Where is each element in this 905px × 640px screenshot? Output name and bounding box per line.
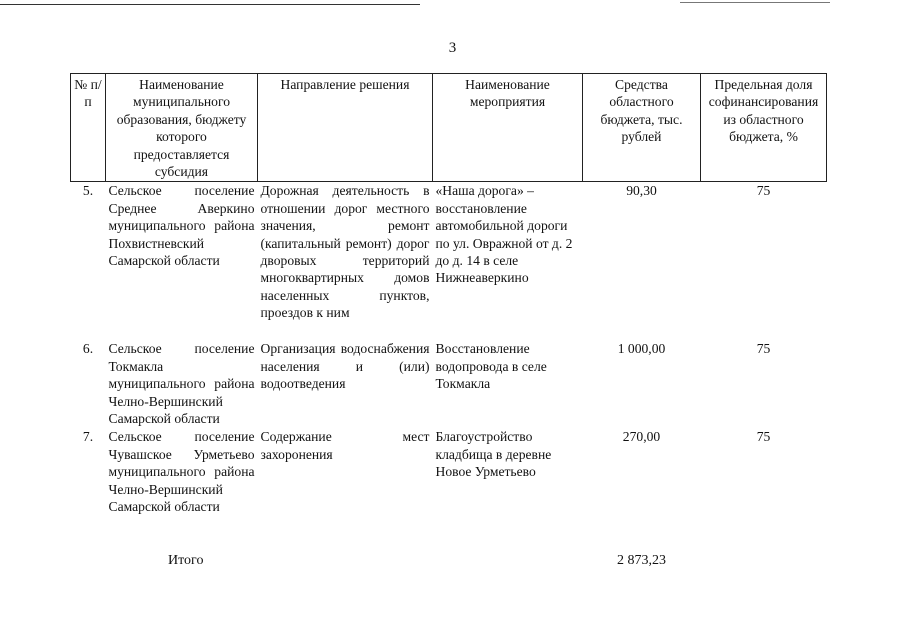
row-municipality: Сельское поселение Токмакла муниципального района Челно-Вершинский Самарской области <box>108 341 255 427</box>
row-direction: Организация водоснабжения населения и (или) водоотведения <box>260 341 430 392</box>
row-activity: «Наша дорога» – восстановление автомобильной дороги по ул. Овражной от д. 2 до д. 14 в селе Нижнеаверкино <box>435 183 573 286</box>
total-value: 2 873,23 <box>617 553 666 568</box>
header-funds: Средства областного бюджета, тыс. рублей <box>583 74 701 182</box>
row-number: 7. <box>82 429 94 445</box>
row-activity: Благоустройство кладбища в деревне Новое Урметьево <box>435 429 552 480</box>
row-share: 75 <box>756 183 771 199</box>
row-direction: Содержание мест захоронения <box>260 429 430 462</box>
row-funds: 270,00 <box>622 429 661 445</box>
row-activity: Восстановление водопровода в селе Токмакла <box>435 341 547 392</box>
row-funds: 90,30 <box>626 183 657 199</box>
total-label: Итого <box>168 553 204 568</box>
scan-artifact-line <box>0 4 420 5</box>
header-number: № п/п <box>71 74 106 182</box>
row-number: 6. <box>82 341 94 357</box>
row-number: 5. <box>82 183 94 199</box>
header-direction: Направление решения <box>258 74 433 182</box>
table-row <box>71 340 827 428</box>
row-funds: 1 000,00 <box>617 341 666 357</box>
subsidy-table <box>70 73 827 515</box>
table-row <box>71 182 827 341</box>
row-municipality: Сельское поселение Чувашское Урметьево муниципального района Челно-Вершинский Самарской области <box>108 429 255 515</box>
row-direction: Дорожная деятельность в отношении дорог местного значения, ремонт (капитальный ремонт) дорог дворовых территорий многоквартирных домов населенных пунктов, проездов к ним <box>260 183 430 321</box>
page-number: 3 <box>448 40 457 56</box>
header-municipality: Наименование муниципального образования, бюджету которого предоставляется субсидия <box>106 74 258 182</box>
row-share: 75 <box>756 429 771 445</box>
table-header-row <box>71 74 827 182</box>
scan-artifact-line <box>680 2 830 3</box>
row-municipality: Сельское поселение Среднее Аверкино муниципального района Похвистневский Самарской области <box>108 183 255 269</box>
table-row <box>71 428 827 515</box>
header-share: Предельная доля софинансирования из областного бюджета, % <box>701 74 827 182</box>
header-activity: Наименование мероприятия <box>433 74 583 182</box>
row-share: 75 <box>756 341 771 357</box>
